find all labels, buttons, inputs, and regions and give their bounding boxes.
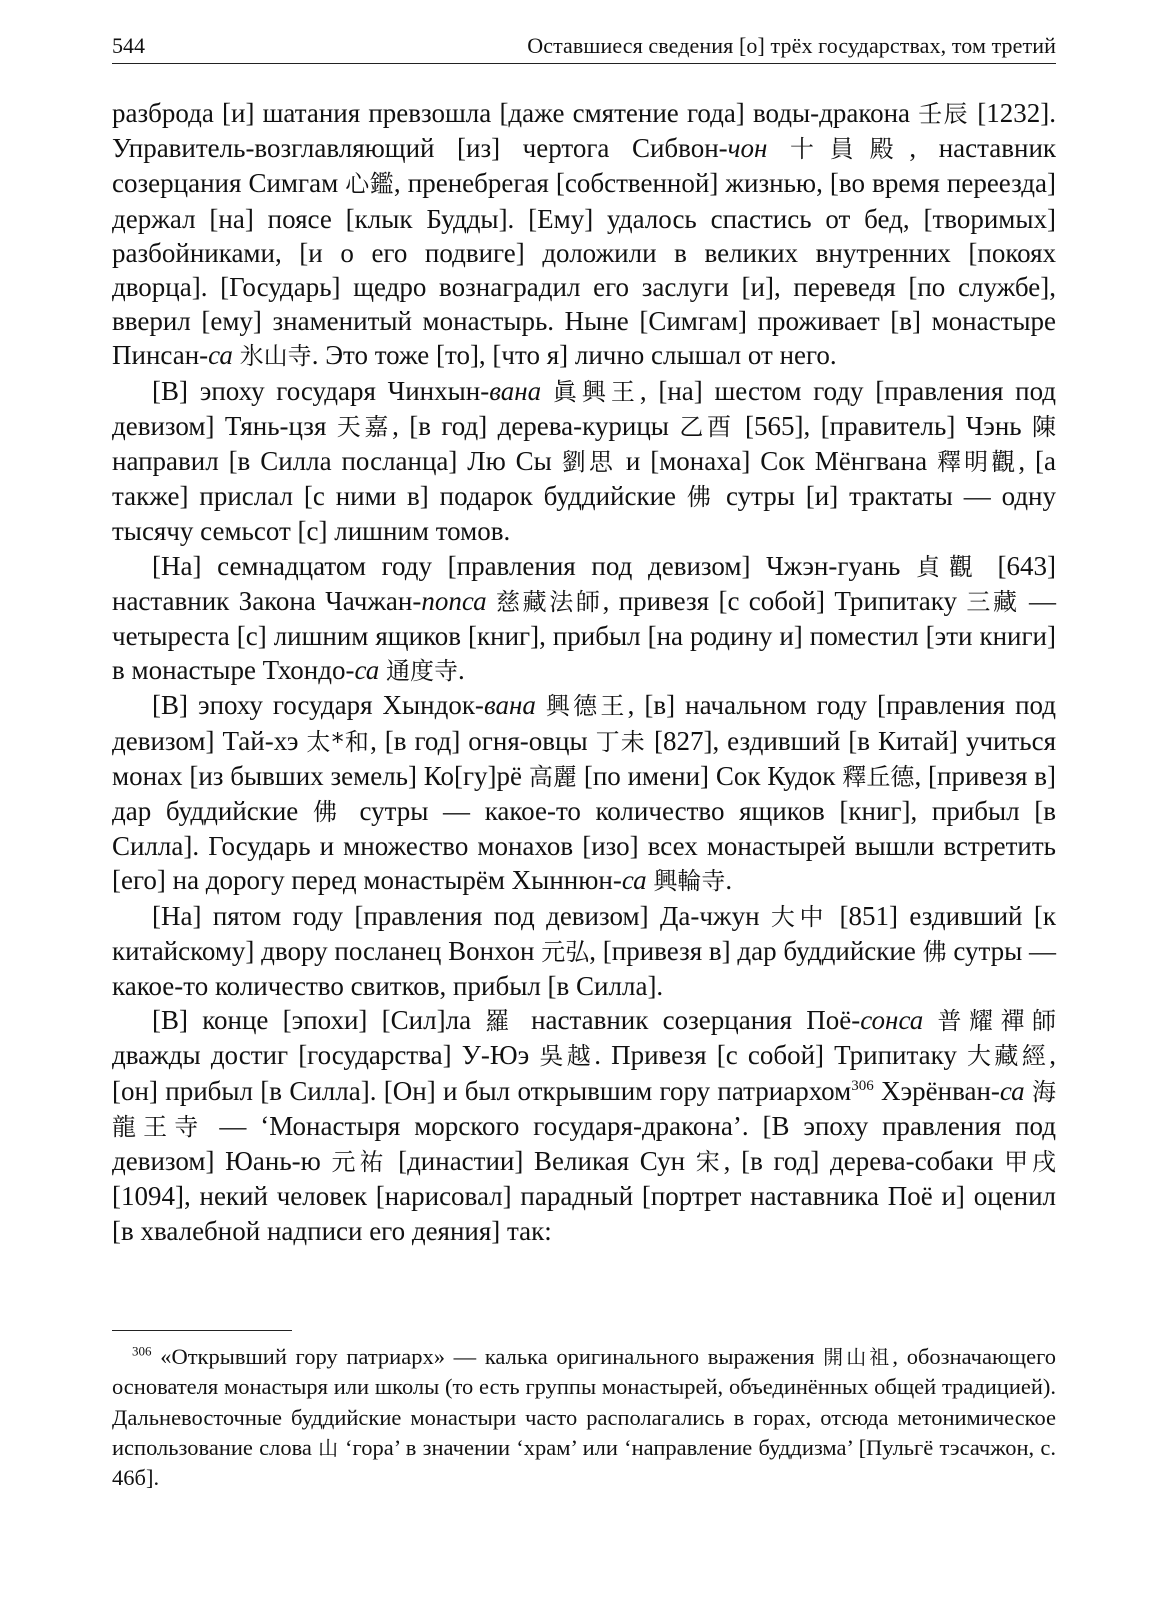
text-run: . Это тоже [то], [что я] лично слышал от него. — [311, 340, 837, 371]
text-run: , [в год] дерева-собаки — [723, 1146, 1005, 1177]
text-run: , [он] прибыл [в Силла]. [Он] и был открывшим гору патриархом — [112, 1040, 1057, 1106]
cjk-term: 宋 — [695, 1148, 724, 1177]
cjk-term: 興輪寺 — [653, 867, 726, 896]
italic-suffix: сонса — [860, 1005, 924, 1036]
text-run: . — [458, 655, 465, 686]
italic-suffix: са — [354, 655, 380, 686]
paragraph-5 — [112, 899, 1056, 1004]
text-run: , обозначающего основателя монастыря или школы (то есть группы монастырей, объединённых общей традицией). Дальневосточные буддийские монастыри часто располагались в горах, отсюда метонимическое использование слова — [112, 1344, 1056, 1460]
cjk-term: 佛 — [312, 798, 345, 827]
text-run: [827], ездивший [в Китай] учиться монах [из бывших земель] Ко[гу]рё — [112, 725, 1056, 791]
text-run: сутры — какое-то количество ящиков [книг], прибыл [в Силла]. Государь и множество монахов [изо] всех монастырей вышли встретить [его] на дорогу перед монастырём Хыннюн- — [112, 796, 1057, 896]
text-run: , [а также] прислал [с ними в] подарок буддийские — [112, 446, 1057, 512]
italic-suffix: вана — [483, 690, 536, 721]
cjk-term: 慈藏法師 — [496, 587, 603, 616]
text-run: [династии] Великая Сун — [387, 1146, 696, 1177]
text-run: сутры [и] трактаты — одну тысячу семьсот [с] лишним томов. — [112, 481, 1057, 547]
running-title: Оставшиеся сведения [о] трёх государствах, том третий — [527, 33, 1056, 58]
cjk-term: 山 — [318, 1435, 339, 1460]
text-run: сутры — какое-то количество свитков, прибыл [в Силла]. — [112, 935, 1057, 1002]
italic-suffix: са — [621, 865, 647, 896]
cjk-term: 元弘 — [541, 937, 590, 966]
text-run: дважды достиг [государства] У-Юэ — [112, 1040, 540, 1071]
cjk-term: 高麗 — [528, 762, 577, 791]
italic-suffix: вана — [489, 375, 542, 406]
text-run: [В] эпоху государя Чинхын- — [152, 375, 490, 406]
text-run: «Открывший гору патриарх» — калька оригинального выражения — [151, 1344, 824, 1369]
text-run: , привезя [с собой] Трипитаку — [602, 585, 967, 616]
cjk-term: 通度寺 — [386, 657, 459, 686]
cjk-term: 海龍王寺 — [112, 1077, 1056, 1141]
text-run — [487, 586, 496, 616]
cjk-term: 十員殿 — [789, 135, 910, 164]
text-run: [643] наставник Закона Чачжан- — [112, 550, 1056, 616]
text-run: . Привезя [с собой] Трипитаку — [594, 1040, 968, 1071]
cjk-term: 開山祖 — [823, 1345, 893, 1369]
cjk-term: 甲戌 — [1004, 1148, 1057, 1177]
text-run: наставник созерцания Поё- — [516, 1005, 861, 1036]
text-run: , [привезя в] дар буддийские — [589, 935, 923, 966]
text-run: , наставник созерцания Симгам — [112, 133, 1057, 199]
cjk-term: 羅 — [485, 1007, 517, 1036]
main-text — [112, 96, 1056, 1248]
cjk-term: 壬辰 — [918, 100, 970, 128]
text-run: [На] семнадцатом году [правления под девизом] Чжэн-гуань — [152, 550, 916, 581]
text-run: [1232]. Управитель-возглавляющий [из] чертога Сибвон- — [112, 98, 1057, 164]
cjk-term: 佛 — [922, 937, 947, 966]
page-number: 544 — [112, 33, 145, 58]
cjk-term: 佛 — [686, 483, 716, 512]
text-run: [по имени] Сок Кудок — [577, 760, 843, 791]
cjk-term: 太*和 — [306, 727, 371, 756]
cjk-term: 心鑑 — [345, 170, 394, 199]
italic-suffix: чон — [727, 133, 768, 164]
text-run: [В] эпоху государя Хындок- — [152, 690, 484, 721]
cjk-term: 貞觀 — [916, 552, 982, 581]
text-run: разброда [и] шатания превзошла [даже смятение года] воды-дракона — [112, 98, 919, 128]
cjk-term: 三藏 — [966, 587, 1020, 616]
text-run: — ‘Монастыря морского государя-дракона’. [В эпоху правления под девизом] Юань-ю — [112, 1110, 1056, 1177]
text-run — [767, 133, 790, 163]
text-run — [923, 1005, 937, 1035]
text-run: , [в] начальном году [правления под девизом] Тай-хэ — [112, 690, 1057, 756]
text-run: , [привезя в] дар буддийские — [112, 760, 1057, 827]
text-run: . — [725, 865, 733, 896]
cjk-term: 普耀禪師 — [937, 1007, 1057, 1036]
text-run: , [на] шестом году [правления под девизом] Тянь-цзя — [112, 375, 1057, 441]
footnote-divider — [112, 1330, 292, 1331]
paragraph-2 — [112, 374, 1056, 549]
cjk-term: 釋明觀 — [936, 448, 1019, 477]
text-run — [1025, 1076, 1032, 1106]
cjk-term: 興德王 — [545, 692, 628, 721]
text-run: Хэрёнван- — [873, 1075, 1000, 1106]
cjk-term: 眞興王 — [552, 377, 640, 406]
cjk-term: 劉思 — [561, 448, 616, 477]
cjk-term: 大中 — [770, 902, 829, 931]
text-run — [541, 376, 553, 406]
cjk-term: 元祐 — [331, 1148, 388, 1177]
cjk-term: 乙酉 — [679, 412, 735, 441]
text-run: [В] конце [эпохи] [Сил]ла — [152, 1005, 486, 1036]
text-run: [565], [правитель] Чэнь — [734, 410, 1032, 441]
cjk-term: 氷山寺 — [239, 342, 312, 371]
text-run — [233, 340, 240, 370]
cjk-term: 大藏經 — [967, 1042, 1050, 1071]
text-run: направил [в Силла посланца] Лю Сы — [112, 446, 562, 477]
text-run: , [в год] дерева-курицы — [392, 410, 680, 441]
footnote-ref[interactable]: 306 — [851, 1077, 874, 1094]
text-run: , [в год] огня-овцы — [370, 725, 596, 756]
paragraph-3 — [112, 549, 1056, 689]
paragraph-6 — [112, 1003, 1056, 1247]
footnote-text — [112, 1342, 1056, 1493]
italic-suffix: са — [208, 340, 233, 371]
text-run: [На] пятом году [правления под девизом] Да-чжун — [152, 900, 771, 931]
italic-suffix: са — [999, 1075, 1025, 1106]
text-run: [851] ездивший [к китайскому] двору посланец Вонхон — [112, 900, 1056, 966]
text-run: и [монаха] Сок Мёнгвана — [616, 446, 937, 477]
cjk-term: 丁未 — [595, 727, 646, 756]
cjk-term: 吳越 — [539, 1042, 595, 1071]
cjk-term: 天嘉 — [336, 412, 393, 441]
text-run: [1094], некий человек [нарисовал] парадный [портрет наставника Поё и] оценил [в хвалебной надписи его деяния] так: — [112, 1181, 1056, 1246]
paragraph-4 — [112, 688, 1056, 898]
text-run: ‘гора’ в значении ‘храм’ или ‘направление буддизма’ [Пульгё тэсачжон, с. 46б]. — [112, 1434, 1056, 1491]
text-run: , пренебрегая [собственной] жизнью, [во время переезда] держал [на] поясе [клык Будды]. [Ему] удалось спастись от бед, [творимых] разбойниками, [и о его подвиге] доложили в великих внутренних [покоях дворца]. [Государь] щедро вознаградил его заслуги [и], переведя [по службе], вверил [ему] знаменитый монастырь. Ныне [Симгам] проживает [в] монастыре Пинсан- — [112, 168, 1057, 371]
running-header — [112, 30, 1056, 64]
text-run — [536, 690, 546, 720]
footnote — [112, 1342, 1056, 1493]
paragraph-1 — [112, 96, 1056, 374]
text-run: — четыреста [с] лишним ящиков [книг], прибыл [на родину и] поместил [эти книги] в монастыре Тхондо- — [112, 585, 1057, 686]
cjk-term: 釋丘德 — [842, 762, 915, 791]
cjk-term: 陳 — [1032, 412, 1056, 441]
footnote-number: 306 — [132, 1343, 152, 1359]
italic-suffix: попса — [421, 585, 487, 616]
